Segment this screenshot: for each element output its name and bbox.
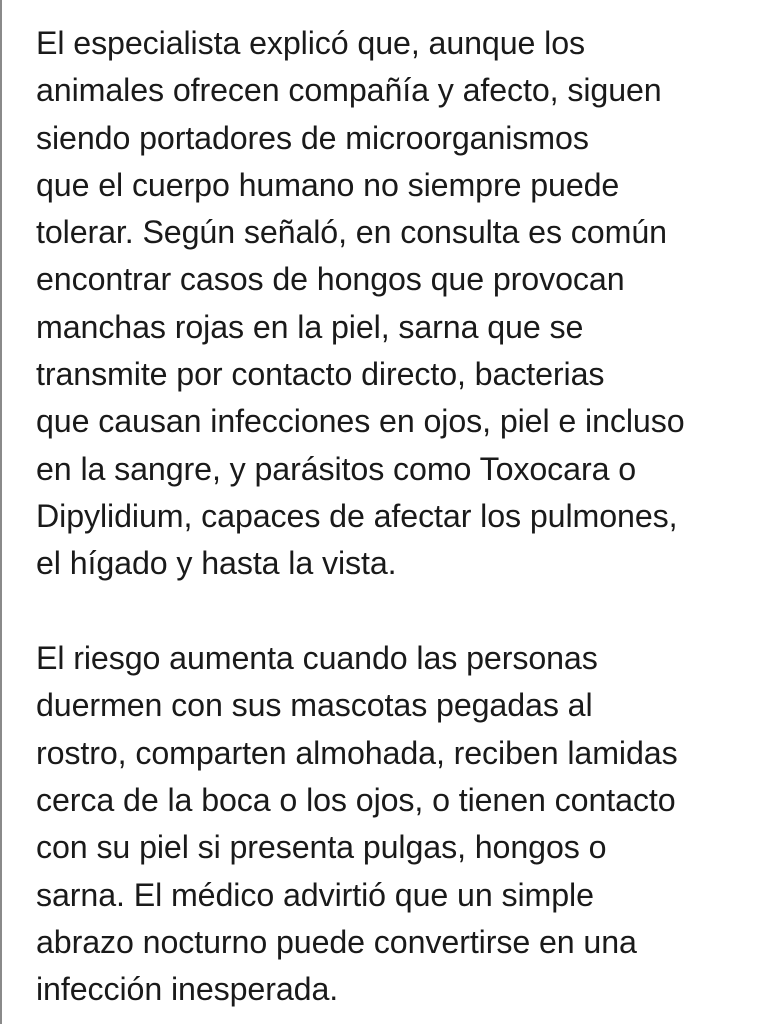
paragraph-1 (36, 20, 761, 588)
text-line: que causan infecciones en ojos, piel e incluso (36, 403, 685, 440)
text-line: Dipylidium, capaces de afectar los pulmones, (36, 497, 678, 534)
text-line: siendo portadores de microorganismos (36, 119, 589, 156)
text-line: sarna. El médico advirtió que un simple (36, 876, 594, 913)
text-line: el hígado y hasta la vista. (36, 545, 397, 582)
text-line: animales ofrecen compañía y afecto, siguen (36, 72, 662, 109)
text-line: encontrar casos de hongos que provocan (36, 261, 625, 298)
left-edge-divider (0, 0, 2, 1024)
text-line: duermen con sus mascotas pegadas al (36, 687, 593, 724)
text-line: transmite por contacto directo, bacterias (36, 356, 605, 393)
article-body (36, 20, 761, 1013)
paragraph-2 (36, 635, 761, 1013)
text-line: con su piel si presenta pulgas, hongos o (36, 829, 607, 866)
text-line: cerca de la boca o los ojos, o tienen contacto (36, 781, 676, 818)
text-line: rostro, comparten almohada, reciben lamidas (36, 734, 678, 771)
text-line: infección inesperada. (36, 971, 339, 1008)
text-line: que el cuerpo humano no siempre puede (36, 166, 620, 203)
text-line: abrazo nocturno puede convertirse en una (36, 923, 637, 960)
text-line: El especialista explicó que, aunque los (36, 25, 586, 61)
text-line: en la sangre, y parásitos como Toxocara o (36, 450, 637, 487)
text-line: manchas rojas en la piel, sarna que se (36, 308, 584, 345)
text-line: El riesgo aumenta cuando las personas (36, 640, 598, 677)
text-line: tolerar. Según señaló, en consulta es común (36, 214, 667, 251)
